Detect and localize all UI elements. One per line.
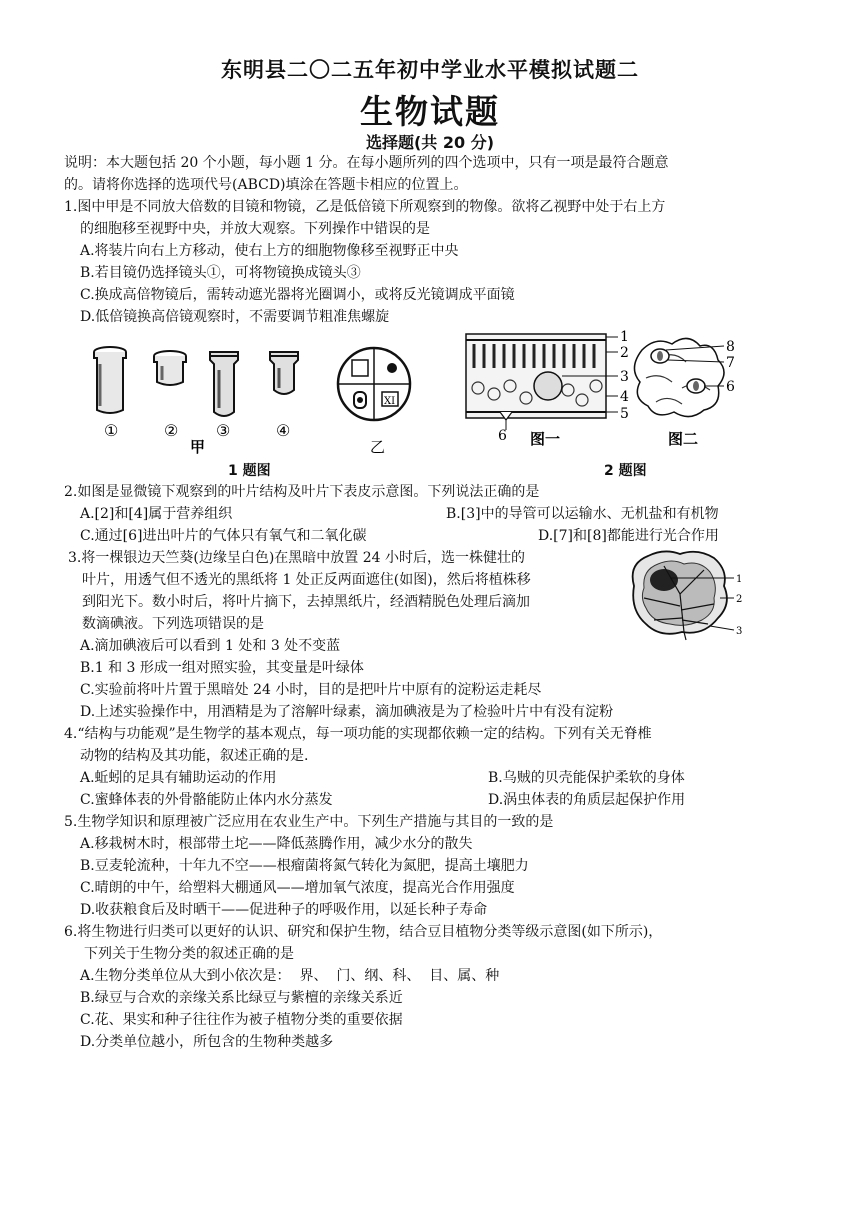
q6-option-b: B.绿豆与合欢的亲缘关系比绿豆与紫檀的亲缘关系近 xyxy=(80,990,403,1006)
figure-1-caption: 1 题图 xyxy=(228,463,271,479)
svg-text:3: 3 xyxy=(620,369,629,385)
q2-stem: 2.如图是显微镜下观察到的叶片结构及叶片下表皮示意图。下列说法正确的是 xyxy=(64,484,540,500)
q2-option-a: A.[2]和[4]属于营养组织 xyxy=(80,506,233,522)
lens-label-4: ④ xyxy=(276,421,291,440)
figure-1-yi-label: 乙 xyxy=(370,438,386,456)
q4-stem-line-1: 4.“结构与功能观”是生物学的基本观点，每一项功能的实现都依赖一定的结构。下列有关无脊椎 xyxy=(64,726,652,742)
q3-stem-line-2: 叶片，用透气但不透光的黑纸将 1 处正反两面遮住(如图)，然后将植株移 xyxy=(82,572,531,588)
q2-option-b: B.[3]中的导管可以运输水、无机盐和有机物 xyxy=(446,506,719,522)
q3-stem-line-1: 3.将一棵银边天竺葵(边缘呈白色)在黑暗中放置 24 小时后，选一株健壮的 xyxy=(68,550,525,566)
q5-option-d: D.收获粮食后及时晒干——促进种子的呼吸作用，以延长种子寿命 xyxy=(80,902,488,918)
svg-text:XI: XI xyxy=(384,396,396,407)
lens-label-1: ① xyxy=(104,421,119,440)
q1-option-d: D.低倍镜换高倍镜观察时，不需要调节粗准焦螺旋 xyxy=(80,309,390,325)
q6-option-a: A.生物分类单位从大到小依次是： 界、 门、纲、科、 目、属、种 xyxy=(80,968,500,984)
q3-option-d: D.上述实验操作中，用酒精是为了溶解叶绿素，滴加碘液是为了检验叶片中有没有淀粉 xyxy=(80,704,614,720)
q1-stem-line-2: 的细胞移至视野中央，并放大观察。下列操作中错误的是 xyxy=(80,221,430,237)
q3-stem-line-4: 数滴碘液。下列选项错误的是 xyxy=(82,616,264,632)
q1-stem-line-1: 1.图中甲是不同放大倍数的目镜和物镜，乙是低倍镜下所观察到的物像。欲将乙视野中处于右上方 xyxy=(64,199,666,215)
q2-option-c: C.通过[6]进出叶片的气体只有氧气和二氧化碳 xyxy=(80,528,367,544)
q4-option-b: B.乌贼的贝壳能保护柔软的身体 xyxy=(488,770,685,786)
q1-option-c: C.换成高倍物镜后，需转动遮光器将光圈调小，或将反光镜调成平面镜 xyxy=(80,287,515,303)
lens-4-icon xyxy=(270,352,298,394)
q5-option-b: B.豆麦轮流种，十年九不空——根瘤菌将氮气转化为氮肥，提高土壤肥力 xyxy=(80,858,529,874)
q3-option-b: B.1 和 3 形成一组对照实验，其变量是叶绿体 xyxy=(80,660,364,676)
q4-option-c: C.蜜蜂体表的外骨骼能防止体内水分蒸发 xyxy=(80,792,333,808)
exam-school-title: 东明县二〇二五年初中学业水平模拟试题二 xyxy=(221,58,639,82)
q3-stem-line-3: 到阳光下。数小时后，将叶片摘下，去掉黑纸片，经酒精脱色处理后滴加 xyxy=(82,594,530,610)
q4-option-a: A.蚯蚓的足具有辅助运动的作用 xyxy=(80,770,277,786)
instructions-line-1: 说明：本大题包括 20 个小题，每小题 1 分。在每小题所列的四个选项中，只有一项是最符合题意 xyxy=(64,155,669,171)
lens-label-2: ② xyxy=(164,421,179,440)
svg-text:5: 5 xyxy=(620,406,629,422)
q1-option-a: A.将装片向右上方移动，使右上方的细胞物像移至视野正中央 xyxy=(80,243,459,259)
q6-option-c: C.花、果实和种子往往作为被子植物分类的重要依据 xyxy=(80,1012,403,1028)
instructions-line-2: 的。请将你选择的选项代号(ABCD)填涂在答题卡相应的位置上。 xyxy=(64,177,468,193)
section-title: 选择题(共 20 分) xyxy=(365,133,495,152)
svg-text:4: 4 xyxy=(620,389,629,405)
q2-option-d: D.[7]和[8]都能进行光合作用 xyxy=(538,528,719,544)
exam-subject-title: 生物试题 xyxy=(360,92,500,131)
q6-stem-line-1: 6.将生物进行归类可以更好的认识、研究和保护生物，结合豆目植物分类等级示意图(如下所示)， xyxy=(64,924,663,940)
svg-text:6: 6 xyxy=(498,428,507,444)
svg-text:2: 2 xyxy=(620,345,629,361)
lens-label-3: ③ xyxy=(216,421,231,440)
figure-1-jia-label: 甲 xyxy=(190,438,206,456)
figure-2-tu1-label: 图一 xyxy=(530,430,561,448)
q6-stem-line-2: 下列关于生物分类的叙述正确的是 xyxy=(84,946,294,962)
figure-3-leaf xyxy=(624,546,752,642)
q5-option-c: C.晴朗的中午，给塑料大棚通风——增加氧气浓度，提高光合作用强度 xyxy=(80,880,515,896)
svg-text:3: 3 xyxy=(736,626,743,637)
microscope-view-icon xyxy=(338,348,410,420)
q6-option-d: D.分类单位越小，所包含的生物种类越多 xyxy=(80,1034,334,1050)
lens-1-icon xyxy=(94,347,126,413)
svg-text:8: 8 xyxy=(726,339,735,355)
svg-text:1: 1 xyxy=(736,574,743,585)
figure-2-tu2-label: 图二 xyxy=(668,430,699,448)
q3-option-c: C.实验前将叶片置于黑暗处 24 小时，目的是把叶片中原有的淀粉运走耗尽 xyxy=(80,682,542,698)
figure-2-caption: 2 题图 xyxy=(604,463,647,479)
svg-text:2: 2 xyxy=(736,594,743,605)
svg-text:1: 1 xyxy=(620,329,629,345)
q4-option-d: D.涡虫体表的角质层起保护作用 xyxy=(488,792,686,808)
leaf-cross-section-icon xyxy=(466,334,606,430)
lens-2-icon xyxy=(154,351,186,385)
q4-stem-line-2: 动物的结构及其功能，叙述正确的是. xyxy=(80,748,309,764)
q1-option-b: B.若目镜仍选择镜头①，可将物镜换成镜头③ xyxy=(80,265,361,281)
figure-1-lenses xyxy=(84,334,424,464)
q3-option-a: A.滴加碘液后可以看到 1 处和 3 处不变蓝 xyxy=(80,638,341,654)
q5-stem: 5.生物学知识和原理被广泛应用在农业生产中。下列生产措施与其目的一致的是 xyxy=(64,814,554,830)
q5-option-a: A.移栽树木时，根部带土坨——降低蒸腾作用，减少水分的散失 xyxy=(80,836,473,852)
svg-text:7: 7 xyxy=(726,355,735,371)
lens-3-icon xyxy=(210,352,238,416)
lower-epidermis-icon xyxy=(634,338,724,416)
svg-text:6: 6 xyxy=(726,379,735,395)
figure-2-leaf-structure xyxy=(460,328,760,456)
